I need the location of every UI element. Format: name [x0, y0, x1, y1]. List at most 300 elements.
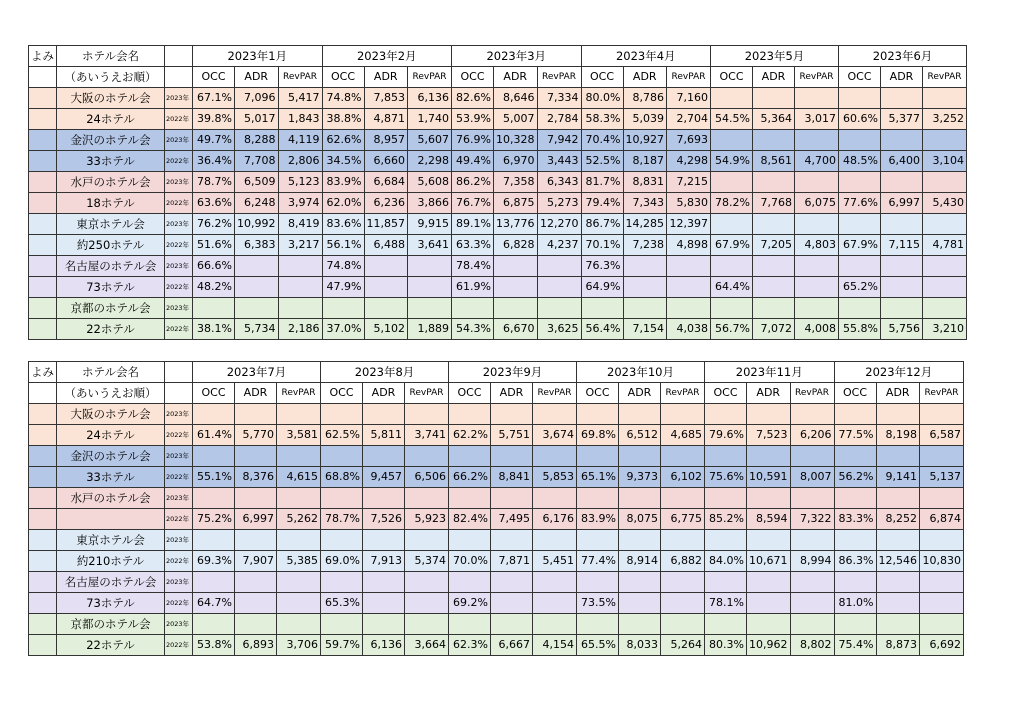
yomi-cell — [29, 235, 57, 256]
value-cell — [923, 172, 967, 193]
value-cell — [235, 614, 277, 635]
value-cell — [661, 530, 705, 551]
year-cell: 2023年 — [165, 172, 193, 193]
value-cell: 70.1% — [581, 235, 623, 256]
value-cell: 66.6% — [193, 256, 235, 277]
value-cell — [405, 593, 449, 614]
metric-header: OCC — [834, 383, 876, 404]
value-cell: 6,343 — [537, 172, 581, 193]
value-cell: 11,857 — [364, 214, 408, 235]
value-cell: 49.7% — [193, 130, 235, 151]
value-cell: 8,007 — [790, 467, 834, 488]
table-row — [29, 446, 964, 467]
value-cell: 10,962 — [747, 635, 791, 656]
value-cell — [537, 256, 581, 277]
value-cell — [661, 614, 705, 635]
value-cell — [577, 572, 619, 593]
value-cell — [277, 572, 321, 593]
value-cell: 80.0% — [581, 88, 623, 109]
value-cell: 81.7% — [581, 172, 623, 193]
table-row — [29, 635, 964, 656]
value-cell — [795, 214, 839, 235]
value-cell: 56.2% — [834, 467, 876, 488]
value-cell: 4,298 — [667, 151, 711, 172]
value-cell — [235, 256, 279, 277]
value-cell — [747, 404, 791, 425]
value-cell: 61.9% — [452, 277, 494, 298]
table-row — [29, 256, 967, 277]
value-cell — [753, 277, 795, 298]
value-cell: 8,252 — [876, 509, 920, 530]
value-cell — [405, 404, 449, 425]
value-cell: 6,874 — [920, 509, 964, 530]
value-cell — [235, 404, 277, 425]
value-cell — [876, 593, 920, 614]
hotel-name-cell: 東京ホテル会 — [57, 530, 165, 551]
value-cell: 51.6% — [193, 235, 235, 256]
value-cell: 75.4% — [834, 635, 876, 656]
value-cell: 6,997 — [235, 509, 277, 530]
value-cell — [876, 404, 920, 425]
value-cell — [235, 298, 279, 319]
value-cell: 81.0% — [834, 593, 876, 614]
metric-header: OCC — [705, 383, 747, 404]
value-cell: 8,646 — [494, 88, 538, 109]
year-cell: 2023年 — [165, 298, 193, 319]
month-header: 2023年9月 — [449, 362, 577, 383]
value-cell: 47.9% — [322, 277, 364, 298]
metric-header: OCC — [322, 67, 364, 88]
value-cell: 5,830 — [667, 193, 711, 214]
value-cell: 1,889 — [408, 319, 452, 340]
value-cell — [321, 572, 363, 593]
value-cell: 2,186 — [278, 319, 322, 340]
value-cell: 7,096 — [235, 88, 279, 109]
value-cell: 4,871 — [364, 109, 408, 130]
value-cell — [747, 488, 791, 509]
value-cell: 56.1% — [322, 235, 364, 256]
value-cell: 5,853 — [533, 467, 577, 488]
metric-header: RevPAR — [533, 383, 577, 404]
value-cell — [321, 488, 363, 509]
value-cell — [235, 446, 277, 467]
year-cell: 2022年 — [165, 193, 193, 214]
value-cell: 6,970 — [494, 151, 538, 172]
yomi-cell — [29, 319, 57, 340]
metric-header: OCC — [577, 383, 619, 404]
value-cell — [577, 614, 619, 635]
value-cell — [790, 404, 834, 425]
year-cell: 2023年 — [165, 446, 193, 467]
year-cell: 2022年 — [165, 151, 193, 172]
month-header: 2023年8月 — [321, 362, 449, 383]
value-cell: 7,343 — [623, 193, 667, 214]
value-cell — [923, 130, 967, 151]
table-row — [29, 488, 964, 509]
value-cell: 76.7% — [452, 193, 494, 214]
value-cell: 7,072 — [753, 319, 795, 340]
hotel-name-cell: 約250ホテル — [57, 235, 165, 256]
value-cell — [533, 572, 577, 593]
year-cell: 2022年 — [165, 319, 193, 340]
value-cell: 65.2% — [839, 277, 881, 298]
value-cell: 53.8% — [193, 635, 235, 656]
value-cell: 38.8% — [322, 109, 364, 130]
value-cell: 3,866 — [408, 193, 452, 214]
table-row — [29, 593, 964, 614]
value-cell — [920, 404, 964, 425]
value-cell — [705, 446, 747, 467]
value-cell — [537, 277, 581, 298]
metric-header: RevPAR — [278, 67, 322, 88]
value-cell: 5,123 — [278, 172, 322, 193]
value-cell — [405, 530, 449, 551]
value-cell — [881, 214, 923, 235]
value-cell — [577, 446, 619, 467]
value-cell — [661, 593, 705, 614]
month-header: 2023年11月 — [705, 362, 835, 383]
value-cell — [449, 488, 491, 509]
value-cell — [876, 530, 920, 551]
value-cell: 6,997 — [881, 193, 923, 214]
month-header: 2023年10月 — [577, 362, 705, 383]
value-cell: 64.7% — [193, 593, 235, 614]
value-cell — [235, 277, 279, 298]
metric-header: ADR — [619, 383, 661, 404]
value-cell — [277, 404, 321, 425]
year-cell: 2022年 — [165, 509, 193, 530]
value-cell: 68.8% — [321, 467, 363, 488]
value-cell — [363, 446, 405, 467]
value-cell — [364, 277, 408, 298]
table-row — [29, 298, 967, 319]
value-cell: 3,974 — [278, 193, 322, 214]
value-cell: 8,198 — [876, 425, 920, 446]
metric-header: OCC — [452, 67, 494, 88]
value-cell — [747, 614, 791, 635]
value-cell — [577, 488, 619, 509]
value-cell — [795, 256, 839, 277]
value-cell — [277, 488, 321, 509]
value-cell: 83.9% — [322, 172, 364, 193]
value-cell — [408, 298, 452, 319]
value-cell: 4,685 — [661, 425, 705, 446]
value-cell — [834, 614, 876, 635]
value-cell: 8,994 — [790, 551, 834, 572]
value-cell — [537, 298, 581, 319]
value-cell: 76.3% — [581, 256, 623, 277]
month-header: 2023年6月 — [839, 46, 967, 67]
value-cell: 8,187 — [623, 151, 667, 172]
header-row-months — [29, 362, 964, 383]
value-cell — [790, 593, 834, 614]
value-cell: 4,038 — [667, 319, 711, 340]
value-cell: 8,957 — [364, 130, 408, 151]
blank-cell — [29, 67, 57, 88]
value-cell — [705, 614, 747, 635]
value-cell — [839, 298, 881, 319]
value-cell: 7,238 — [623, 235, 667, 256]
value-cell: 5,751 — [491, 425, 533, 446]
value-cell: 64.4% — [711, 277, 753, 298]
value-cell: 69.8% — [577, 425, 619, 446]
value-cell — [623, 256, 667, 277]
value-cell: 37.0% — [322, 319, 364, 340]
value-cell: 70.4% — [581, 130, 623, 151]
value-cell: 3,443 — [537, 151, 581, 172]
value-cell: 5,385 — [277, 551, 321, 572]
value-cell — [193, 446, 235, 467]
value-cell — [619, 593, 661, 614]
month-header: 2023年4月 — [581, 46, 711, 67]
metric-header: OCC — [193, 383, 235, 404]
value-cell: 2,784 — [537, 109, 581, 130]
value-cell: 65.3% — [321, 593, 363, 614]
value-cell: 3,210 — [923, 319, 967, 340]
value-cell — [193, 530, 235, 551]
value-cell — [920, 614, 964, 635]
value-cell: 61.4% — [193, 425, 235, 446]
yomi-cell — [29, 593, 57, 614]
value-cell — [795, 172, 839, 193]
value-cell: 64.9% — [581, 277, 623, 298]
value-cell: 3,217 — [278, 235, 322, 256]
value-cell — [795, 298, 839, 319]
yomi-cell — [29, 172, 57, 193]
value-cell — [408, 277, 452, 298]
value-cell — [795, 130, 839, 151]
value-cell — [619, 572, 661, 593]
value-cell: 7,154 — [623, 319, 667, 340]
year-cell: 2022年 — [165, 551, 193, 572]
value-cell: 1,843 — [278, 109, 322, 130]
value-cell — [753, 298, 795, 319]
yomi-cell — [29, 193, 57, 214]
metric-header: ADR — [235, 67, 279, 88]
order-note: （あいうえお順） — [57, 383, 165, 404]
value-cell — [753, 172, 795, 193]
value-cell: 5,137 — [920, 467, 964, 488]
value-cell — [322, 298, 364, 319]
yomi-cell — [29, 614, 57, 635]
yomi-cell — [29, 130, 57, 151]
year-header — [165, 46, 193, 67]
value-cell: 7,853 — [364, 88, 408, 109]
value-cell — [923, 88, 967, 109]
year-cell: 2022年 — [165, 277, 193, 298]
metric-header: RevPAR — [667, 67, 711, 88]
value-cell: 7,693 — [667, 130, 711, 151]
value-cell: 8,841 — [491, 467, 533, 488]
value-cell — [408, 256, 452, 277]
value-cell — [747, 530, 791, 551]
value-cell — [277, 530, 321, 551]
value-cell — [235, 572, 277, 593]
value-cell — [705, 488, 747, 509]
value-cell: 85.2% — [705, 509, 747, 530]
value-cell — [753, 214, 795, 235]
value-cell: 84.0% — [705, 551, 747, 572]
value-cell — [711, 130, 753, 151]
hotel-name-cell: 金沢のホテル会 — [57, 130, 165, 151]
value-cell — [277, 446, 321, 467]
yomi-cell — [29, 530, 57, 551]
table-row — [29, 425, 964, 446]
value-cell: 74.8% — [322, 88, 364, 109]
value-cell — [661, 446, 705, 467]
value-cell: 5,017 — [235, 109, 279, 130]
yomi-cell — [29, 277, 57, 298]
value-cell: 6,506 — [405, 467, 449, 488]
value-cell: 5,430 — [923, 193, 967, 214]
value-cell — [790, 614, 834, 635]
hotel-name-cell: 73ホテル — [57, 593, 165, 614]
hotel-name-cell: 大阪のホテル会 — [57, 88, 165, 109]
value-cell: 6,893 — [235, 635, 277, 656]
year-cell: 2022年 — [165, 635, 193, 656]
value-cell — [533, 614, 577, 635]
value-cell: 9,141 — [876, 467, 920, 488]
value-cell: 56.7% — [711, 319, 753, 340]
value-cell: 7,913 — [363, 551, 405, 572]
value-cell: 83.6% — [322, 214, 364, 235]
value-cell — [876, 446, 920, 467]
value-cell — [753, 256, 795, 277]
value-cell: 8,802 — [790, 635, 834, 656]
value-cell: 12,546 — [876, 551, 920, 572]
value-cell: 7,495 — [491, 509, 533, 530]
value-cell — [577, 530, 619, 551]
value-cell — [920, 446, 964, 467]
metric-header: OCC — [321, 383, 363, 404]
year-cell: 2023年 — [165, 614, 193, 635]
value-cell — [491, 488, 533, 509]
value-cell: 7,358 — [494, 172, 538, 193]
value-cell — [881, 277, 923, 298]
value-cell — [494, 256, 538, 277]
year-cell: 2022年 — [165, 109, 193, 130]
value-cell: 69.3% — [193, 551, 235, 572]
value-cell: 66.2% — [449, 467, 491, 488]
hotel-name-header: ホテル会名 — [57, 46, 165, 67]
value-cell: 3,664 — [405, 635, 449, 656]
hotel-name-cell: 約210ホテル — [57, 551, 165, 572]
value-cell — [491, 593, 533, 614]
value-cell: 5,811 — [363, 425, 405, 446]
hotel-name-cell: 名古屋のホテル会 — [57, 572, 165, 593]
value-cell: 5,607 — [408, 130, 452, 151]
value-cell: 6,136 — [408, 88, 452, 109]
value-cell — [235, 530, 277, 551]
value-cell — [449, 446, 491, 467]
yomi-cell — [29, 109, 57, 130]
metric-header: ADR — [747, 383, 791, 404]
value-cell — [235, 593, 277, 614]
value-cell: 5,770 — [235, 425, 277, 446]
value-cell: 6,248 — [235, 193, 279, 214]
metric-header: ADR — [753, 67, 795, 88]
value-cell: 5,374 — [405, 551, 449, 572]
value-cell — [278, 298, 322, 319]
value-cell: 4,700 — [795, 151, 839, 172]
value-cell — [494, 277, 538, 298]
value-cell — [235, 488, 277, 509]
table-row — [29, 214, 967, 235]
value-cell — [491, 572, 533, 593]
value-cell — [876, 614, 920, 635]
value-cell — [619, 530, 661, 551]
value-cell: 10,591 — [747, 467, 791, 488]
blank-cell — [29, 383, 57, 404]
value-cell — [491, 404, 533, 425]
month-header: 2023年7月 — [193, 362, 321, 383]
value-cell: 74.8% — [322, 256, 364, 277]
metric-header: ADR — [364, 67, 408, 88]
value-cell — [834, 404, 876, 425]
value-cell: 8,376 — [235, 467, 277, 488]
value-cell — [795, 277, 839, 298]
hotel-name-cell: 水戸のホテル会 — [57, 488, 165, 509]
value-cell: 4,237 — [537, 235, 581, 256]
value-cell — [920, 530, 964, 551]
value-cell — [839, 88, 881, 109]
value-cell — [449, 404, 491, 425]
hotel-name-cell: 18ホテル — [57, 193, 165, 214]
value-cell: 79.6% — [705, 425, 747, 446]
metric-header: RevPAR — [405, 383, 449, 404]
value-cell — [711, 88, 753, 109]
value-cell: 4,119 — [278, 130, 322, 151]
metric-header: ADR — [623, 67, 667, 88]
value-cell — [661, 488, 705, 509]
value-cell: 78.2% — [711, 193, 753, 214]
value-cell: 5,608 — [408, 172, 452, 193]
value-cell — [619, 614, 661, 635]
hotel-name-cell: 東京ホテル会 — [57, 214, 165, 235]
month-header: 2023年12月 — [834, 362, 964, 383]
hotel-name-cell: 名古屋のホテル会 — [57, 256, 165, 277]
hotel-name-cell — [57, 509, 165, 530]
value-cell: 5,923 — [405, 509, 449, 530]
value-cell: 4,803 — [795, 235, 839, 256]
value-cell — [834, 446, 876, 467]
table-row — [29, 109, 967, 130]
value-cell: 8,786 — [623, 88, 667, 109]
value-cell — [876, 572, 920, 593]
value-cell: 6,509 — [235, 172, 279, 193]
metric-header: OCC — [711, 67, 753, 88]
value-cell — [363, 572, 405, 593]
value-cell — [923, 256, 967, 277]
value-cell: 39.8% — [193, 109, 235, 130]
value-cell: 49.4% — [452, 151, 494, 172]
metric-header: RevPAR — [795, 67, 839, 88]
metric-header: RevPAR — [537, 67, 581, 88]
year-cell: 2023年 — [165, 130, 193, 151]
value-cell: 8,873 — [876, 635, 920, 656]
value-cell — [363, 488, 405, 509]
value-cell: 7,334 — [537, 88, 581, 109]
hotel-name-cell: 大阪のホテル会 — [57, 404, 165, 425]
value-cell — [839, 130, 881, 151]
value-cell: 13,776 — [494, 214, 538, 235]
year-cell: 2023年 — [165, 214, 193, 235]
yomi-cell — [29, 572, 57, 593]
table-row — [29, 530, 964, 551]
yomi-header: よみ — [29, 46, 57, 67]
value-cell — [193, 614, 235, 635]
value-cell: 62.2% — [449, 425, 491, 446]
